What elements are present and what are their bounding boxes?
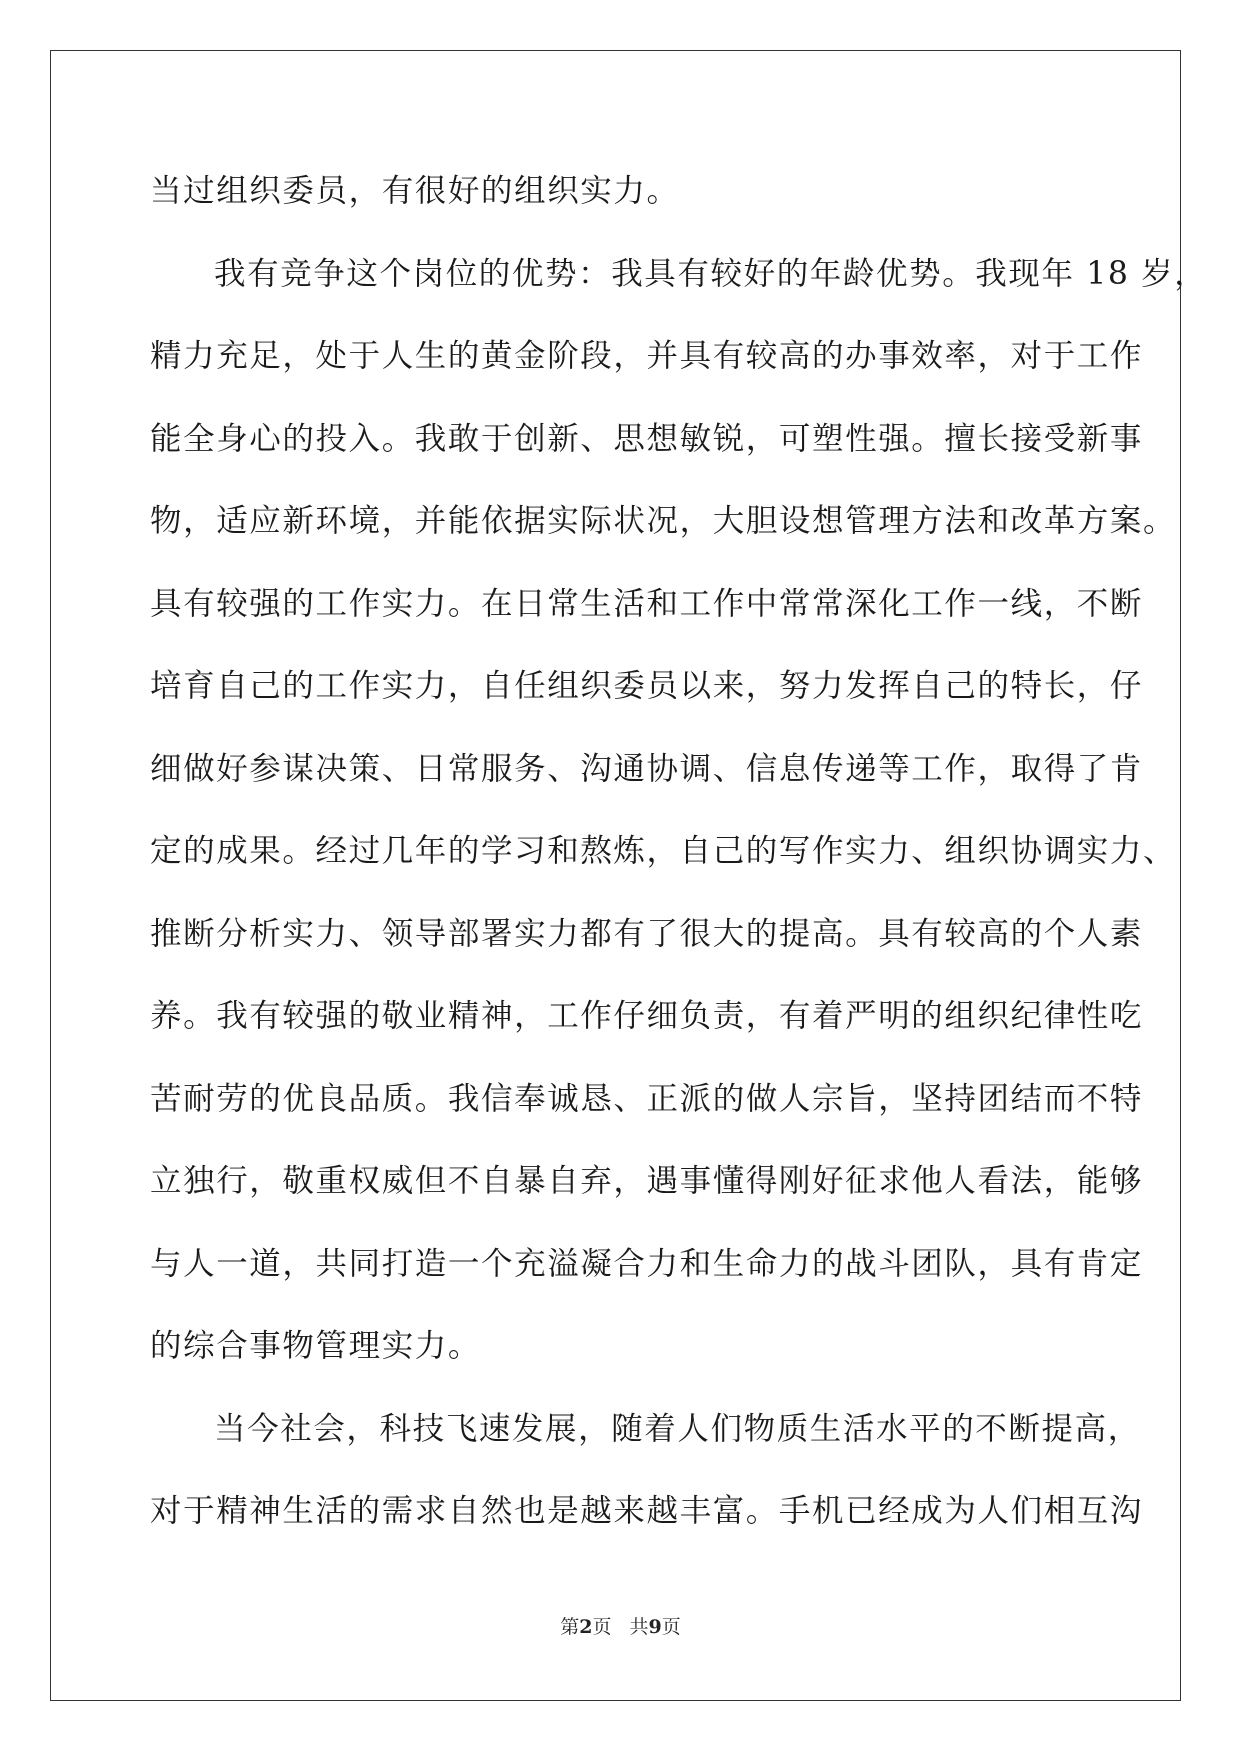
text-line: 与人一道，共同打造一个充溢凝合力和生命力的战斗团队，具有肯定 (150, 1245, 1144, 1282)
text-line: 定的成果。经过几年的学习和熬炼，自己的写作实力、组织协调实力、 (150, 833, 1177, 869)
text-line: 细做好参谋决策、日常服务、沟通协调、信息传递等工作，取得了肯 (150, 750, 1144, 787)
text-line: 能全身心的投入。我敢于创新、思想敏锐，可塑性强。擅长接受新事 (150, 420, 1144, 457)
total-prefix: 共 (629, 1616, 649, 1638)
text-line: 具有较强的工作实力。在日常生活和工作中常常深化工作一线，不断 (150, 585, 1144, 622)
text-line: 当过组织委员，有很好的组织实力。 (150, 173, 680, 209)
page-footer (0, 1612, 1241, 1639)
text-line: 养。我有较强的敬业精神，工作仔细负责，有着严明的组织纪律性吃 (150, 998, 1144, 1034)
page-suffix: 页 (592, 1616, 612, 1638)
page-prefix: 第 (560, 1616, 580, 1638)
text-line: 的综合事物管理实力。 (150, 1328, 482, 1364)
text-line: 立独行，敬重权威但不自暴自弃，遇事懂得刚好征求他人看法，能够 (150, 1163, 1144, 1199)
text-line: 培育自己的工作实力，自任组织委员以来，努力发挥自己的特长，仔 (150, 668, 1144, 704)
document-body (150, 158, 1208, 1561)
text-line: 精力充足，处于人生的黄金阶段，并具有较高的办事效率，对于工作 (150, 338, 1144, 374)
text-line: 对于精神生活的需求自然也是越来越丰富。手机已经成为人们相互沟 (150, 1493, 1144, 1529)
text-line: 我有竞争这个岗位的优势：我具有较好的年龄优势。我现年 18 岁， (214, 255, 1208, 292)
total-suffix: 页 (661, 1616, 681, 1638)
total-pages: 9 (648, 1616, 662, 1638)
text-line: 推断分析实力、领导部署实力都有了很大的提高。具有较高的个人素 (150, 915, 1144, 952)
text-line: 当今社会，科技飞速发展，随着人们物质生活水平的不断提高， (214, 1410, 1141, 1447)
text-line: 物，适应新环境，并能依据实际状况，大胆设想管理方法和改革方案。 (150, 503, 1177, 539)
text-line: 苦耐劳的优良品质。我信奉诚恳、正派的做人宗旨，坚持团结而不特 (150, 1080, 1144, 1117)
page-number: 2 (579, 1616, 593, 1638)
